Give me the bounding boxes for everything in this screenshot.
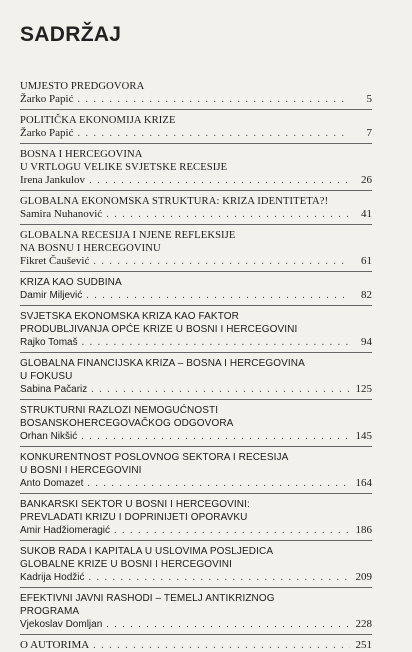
entry-page-number: 186 — [355, 524, 372, 536]
entry-page-number: 82 — [361, 289, 372, 301]
entry-title-line: U FOKUSU — [20, 371, 73, 382]
entry-author-line — [20, 618, 372, 631]
entry-title-line: PROGRAMA — [20, 606, 80, 617]
toc-entry[interactable] — [20, 148, 372, 187]
toc-entry[interactable] — [20, 276, 372, 302]
toc-entry[interactable] — [20, 195, 372, 221]
entry-author: Vjekoslav Domljan — [20, 619, 103, 630]
dot-leader — [87, 477, 350, 490]
toc-entry[interactable] — [20, 498, 372, 537]
entry-page-number: 228 — [355, 618, 372, 630]
entry-author: Rajko Tomaš — [20, 337, 78, 348]
entry-title-line: BOSNA I HERCEGOVINA — [20, 149, 143, 160]
entry-title-line: POLITIČKA EKONOMIJA KRIZE — [20, 115, 176, 126]
dot-leader — [86, 289, 350, 302]
entry-author: Samira Nuhanović — [20, 208, 103, 220]
table-of-contents — [20, 80, 372, 652]
dot-leader — [93, 639, 350, 652]
entry-author: Orhan Nikšić — [20, 431, 78, 442]
entry-author: Irena Jankulov — [20, 174, 86, 186]
entry-title-line: EFEKTIVNI JAVNI RASHODI – TEMELJ ANTIKRIZNOG — [20, 593, 275, 604]
entry-author: Fikret Čaušević — [20, 255, 90, 267]
entry-author-line — [20, 127, 372, 140]
entry-title-line: GLOBALNA RECESIJA I NJENE REFLEKSIJE — [20, 230, 236, 241]
entry-divider — [20, 109, 372, 110]
toc-entry[interactable] — [20, 310, 372, 349]
entry-divider — [20, 352, 372, 353]
entry-author-line — [20, 93, 372, 106]
entry-divider — [20, 271, 372, 272]
entry-page-number: 5 — [366, 93, 372, 105]
toc-entry[interactable] — [20, 545, 372, 584]
toc-entry[interactable] — [20, 404, 372, 443]
entry-page-number: 209 — [355, 571, 372, 583]
entry-title-line: STRUKTURNI RAZLOZI NEMOGUĆNOSTI — [20, 405, 219, 416]
toc-entry[interactable] — [20, 80, 372, 106]
entry-page-number: 145 — [355, 430, 372, 442]
entry-title-line: NA BOSNU I HERCEGOVINU — [20, 243, 161, 254]
entry-title-line: SVJETSKA EKONOMSKA KRIZA KAO FAKTOR — [20, 311, 239, 322]
entry-author: Anto Domazet — [20, 478, 84, 489]
entry-divider — [20, 587, 372, 588]
entry-author-line — [20, 289, 372, 302]
entry-page-number: 164 — [355, 477, 372, 489]
entry-page-number: 61 — [361, 255, 372, 267]
entry-page-number: 26 — [361, 174, 372, 186]
toc-entry-authors[interactable] — [20, 639, 372, 652]
entry-title-line: GLOBALNA FINANCIJSKA KRIZA – BOSNA I HERCEGOVINA — [20, 358, 305, 369]
entry-divider — [20, 190, 372, 191]
dot-leader — [106, 618, 350, 631]
entry-page-number: 94 — [361, 336, 372, 348]
entry-divider — [20, 305, 372, 306]
entry-title-line: U VRTLOGU VELIKE SVJETSKE RECESIJE — [20, 162, 228, 173]
entry-divider — [20, 224, 372, 225]
entry-title-line: UMJESTO PREDGOVORA — [20, 81, 145, 92]
dot-leader — [81, 430, 350, 443]
entry-author-line — [20, 477, 372, 490]
entry-title-line: PREVLADATI KRIZU I DOPRINIJETI OPORAVKU — [20, 512, 248, 523]
entry-title-line: KRIZA KAO SUDBINA — [20, 277, 122, 288]
toc-entry[interactable] — [20, 592, 372, 631]
entry-author: Kadrija Hodžić — [20, 572, 85, 583]
toc-entry[interactable] — [20, 229, 372, 268]
dot-leader — [114, 524, 350, 537]
toc-entry[interactable] — [20, 451, 372, 490]
entry-divider — [20, 540, 372, 541]
entry-title-line: GLOBALNA EKONOMSKA STRUKTURA: KRIZA IDENTITETA?! — [20, 196, 329, 207]
dot-leader — [88, 571, 350, 584]
toc-entry[interactable] — [20, 114, 372, 140]
entry-title-line: PRODUBLJIVANJA OPĆE KRIZE U BOSNI I HERCEGOVINI — [20, 324, 298, 335]
entry-author-line — [20, 524, 372, 537]
entry-author-line — [20, 383, 372, 396]
toc-entry[interactable] — [20, 357, 372, 396]
entry-page-number: 251 — [355, 639, 372, 651]
entry-page-number: 125 — [355, 383, 372, 395]
entry-author-line — [20, 255, 372, 268]
entry-divider — [20, 399, 372, 400]
entry-divider — [20, 446, 372, 447]
entry-page-number: 41 — [361, 208, 372, 220]
dot-leader — [106, 208, 350, 221]
entry-divider — [20, 634, 372, 635]
entry-author-line — [20, 571, 372, 584]
page-title: SADRŽAJ — [20, 23, 122, 46]
entry-author: Žarko Papić — [20, 127, 74, 139]
entry-title-line: BANKARSKI SEKTOR U BOSNI I HERCEGOVINI: — [20, 499, 250, 510]
entry-title-line: KONKURENTNOST POSLOVNOG SEKTORA I RECESIJA — [20, 452, 289, 463]
dot-leader — [82, 336, 350, 349]
entry-author-line — [20, 174, 372, 187]
entry-title-line: U BOSNI I HERCEGOVINI — [20, 465, 142, 476]
entry-title-line: SUKOB RADA I KAPITALA U USLOVIMA POSLJEDICA — [20, 546, 274, 557]
entry-page-number: 7 — [366, 127, 372, 139]
dot-leader — [93, 255, 350, 268]
dot-leader — [77, 93, 350, 106]
entry-title-line: BOSANSKOHERCEGOVAČKOG ODGOVORA — [20, 418, 234, 429]
entry-author-line — [20, 208, 372, 221]
entry-divider — [20, 143, 372, 144]
entry-author-line — [20, 430, 372, 443]
entry-divider — [20, 493, 372, 494]
entry-title-line: GLOBALNE KRIZE U BOSNI I HERCEGOVINI — [20, 559, 232, 570]
entry-author-line — [20, 336, 372, 349]
entry-author: Damir Miljević — [20, 290, 83, 301]
dot-leader — [77, 127, 350, 140]
dot-leader — [91, 383, 350, 396]
dot-leader — [89, 174, 350, 187]
entry-title: O AUTORIMA — [20, 639, 90, 651]
entry-author: Amir Hadžiomeragić — [20, 525, 111, 536]
entry-author: Sabina Pačariz — [20, 384, 88, 395]
entry-author: Žarko Papić — [20, 93, 74, 105]
